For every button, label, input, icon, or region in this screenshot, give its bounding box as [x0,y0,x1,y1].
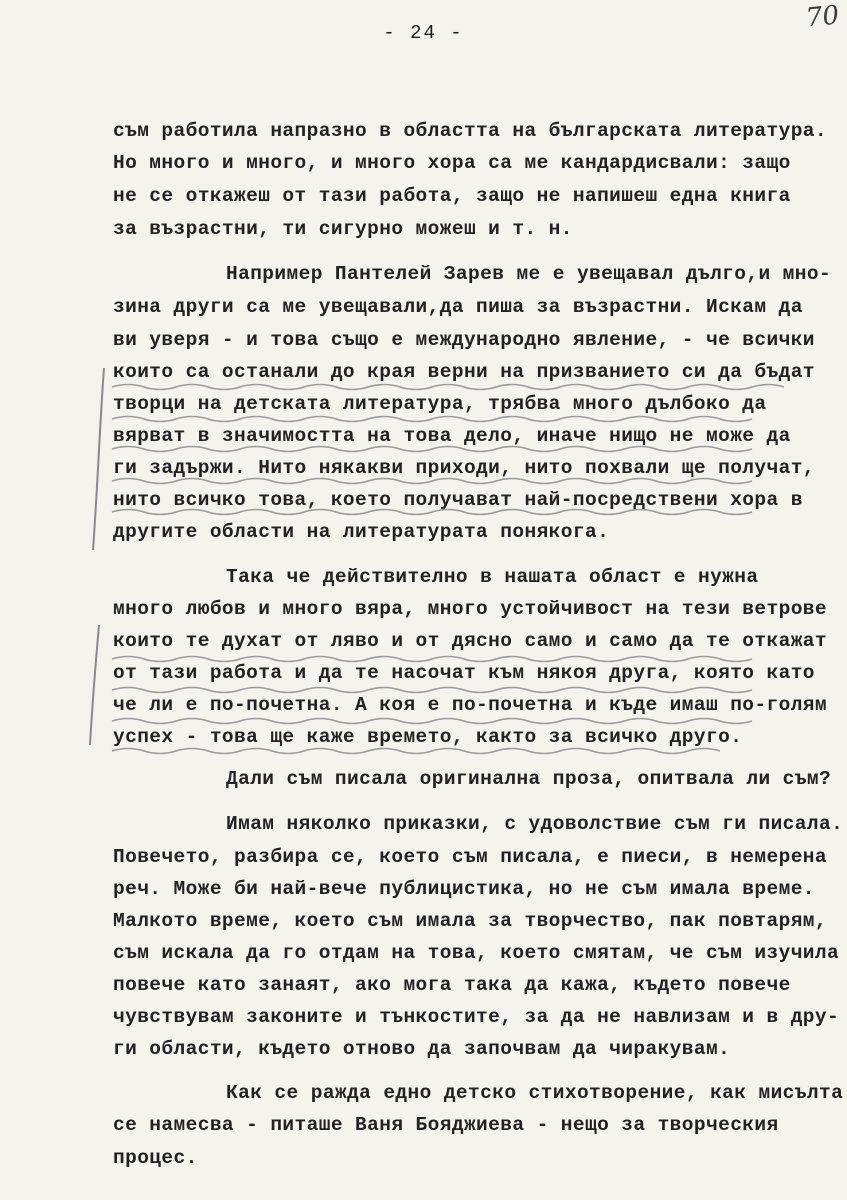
text-line: Повечето, разбира се, което съм писала, е пиеси, в немерена [113,846,828,868]
page-number: - 24 - [383,22,464,44]
text-line: творци на детската литература, трябва много дълбоко да [113,393,767,415]
text-line: Например Пантелей Зарев ме е увещавал дълго,и мно- [226,263,832,285]
text-line: другите области на литературата понякога. [113,521,610,543]
text-line: Малкото време, което съм имала за творчество, пак повтарям, [113,910,828,932]
text-line: се намесва - питаше Ваня Бояджиева - нещо за творческия [113,1114,779,1136]
text-line: Така че действително в нашата област е нужна [226,566,759,588]
text-line: зина други са ме увещавали,да пиша за възрастни. Искам да [113,296,803,318]
text-line: реч. Може би най-вече публицистика, но не съм имала време. [113,878,815,900]
text-line: Но много и много, и много хора са ме кандардисвали: защо [113,152,791,174]
text-line: ги задържи. Нито някакви приходи, нито похвали ще получат, [113,457,815,479]
text-line: Как се ражда едно детско стихотворение, как мисълта [226,1082,844,1104]
text-line: съм искала да го отдам на това, което смятам, че съм изучила [113,942,840,964]
text-line: за възрастни, ти сигурно можеш и т. н. [113,218,573,240]
handwritten-archive-number: 70 [804,0,841,34]
text-line: Имам няколко приказки, с удоволствие съм ги писала. [226,813,844,835]
text-line: чувствувам законите и тънкостите, за да не навлизам и в дру- [113,1006,840,1028]
text-line: много любов и много вяра, много устойчивост на тези ветрове [113,598,828,620]
text-line: от тази работа и да те насочат към някоя друга, която като [113,662,815,684]
text-line: вярват в значимостта на това дело, иначе нищо не може да [113,425,791,447]
text-line: нито всичко това, което получават най-посредствени хора в [113,489,803,511]
text-line: съм работила напразно в областта на българската литература. [113,120,828,142]
text-line: които те духат от ляво и от дясно само и само да те откажат [113,630,828,652]
text-line: Дали съм писала оригинална проза, опитвала ли съм? [226,768,832,790]
text-line: ви уверя - и това също е международно явление, - че всички [113,329,815,351]
text-line: повече като занаят, ако мога така да кажа, където повече [113,974,791,996]
text-line: не се откажеш от тази работа, защо не напишеш една книга [113,185,791,207]
text-line: които са останали до края верни на призванието си да бъдат [113,361,815,383]
text-line: ги области, където отново да започвам да чиракувам. [113,1038,731,1060]
text-line: успех - това ще каже времето, както за всичко друго. [113,726,743,748]
text-line: процес. [113,1147,198,1169]
text-line: че ли е по-почетна. А коя е по-почетна и къде имаш по-голям [113,694,828,716]
